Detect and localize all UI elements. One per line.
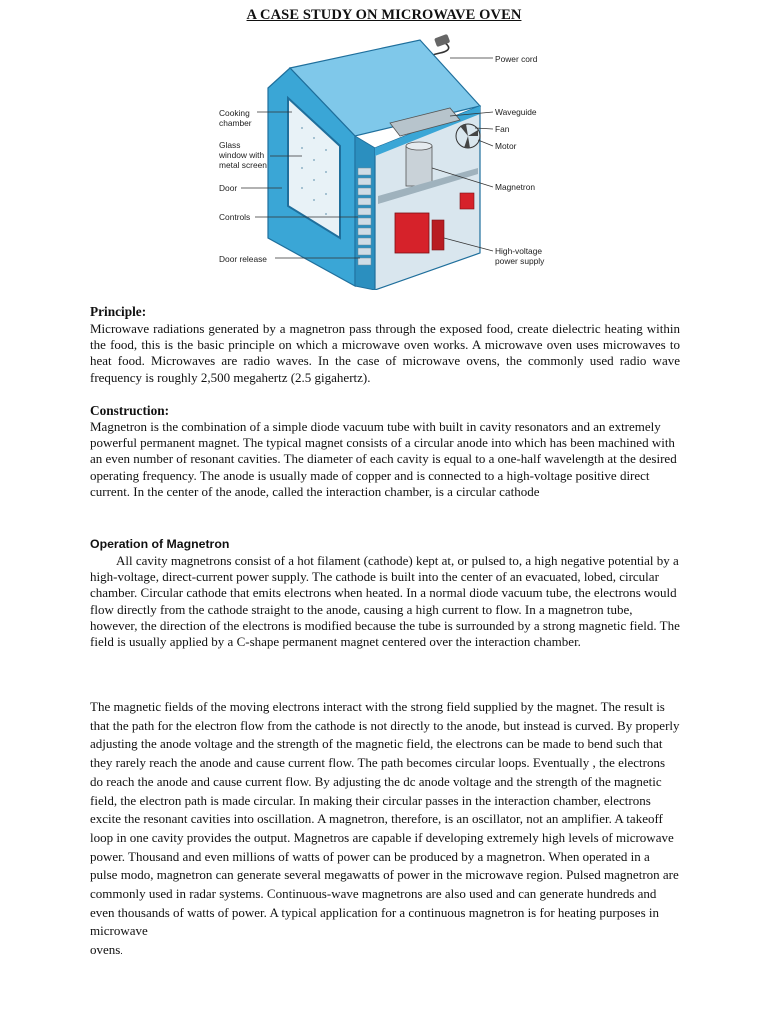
principle-paragraph: Microwave radiations generated by a magnetron pass through the exposed food, create dielectric heating within the food, this is the basic principle on which a microwave oven works. A microwave oven uses microwaves to heat food. Microwaves are radio waves. In the case of microwave ovens, the commonly used radio wave frequency is roughly 2,500 megahertz (2.5 gigahertz).: [90, 321, 680, 385]
operation-heading-text: Operation of Magnetron: [90, 537, 230, 551]
label-door: Door: [219, 183, 238, 193]
fields-tail-dot: .: [120, 946, 123, 957]
operation-heading: [90, 536, 680, 552]
principle-heading: [90, 304, 680, 320]
label-magnetron: Magnetron: [495, 182, 536, 192]
construction-heading: [90, 403, 680, 419]
fields-text: The magnetic fields of the moving electrons interact with the strong field supplied by the magnet. The result is that the path for the electron flow from the cathode is not directly to the anode, but instead is curved. By properly adjusting the anode voltage and the strength of the magnetic field, the electrons can be made to bend such that they rarely reach the anode and cause current flow. The path becomes circular loops. Eventually , the electrons do reach the anode and cause current flow. By adjusting the dc anode voltage and the strength of the magnetic field, the electron path is made circular. In making their circular passes in the interaction chamber, electrons excite the resonant cavities into oscillation. A magnetron, therefore, is an oscillator, not an amplifier. A takeoff loop in one cavity provides the output. Magnetros are capable if developing extremely high levels of microwave power. Thousand and even millions of watts of power can be produced by a magnetron. When operated in a pulse modo, magnetron can generate several megawatts of power in the microwave region. Pulsed magnetron are commonly used in radar systems. Continuous-wave magnetrons are also used and can generate hundreds and even thousands of watts of power. A typical application for a continuous magnetron is for heating purposes in microwave: [90, 699, 680, 939]
microwave-diagram: [210, 28, 570, 290]
fields-tail: ovens: [90, 942, 121, 958]
label-motor: Motor: [495, 141, 517, 151]
label-controls: Controls: [219, 212, 251, 222]
construction-paragraph: Magnetron is the combination of a simple diode vacuum tube with built in cavity resonators and an extremely powerful permanent magnet. The typical magnet consists of a circular anode into which has been machined with an even number of resonant cavities. The diameter of each cavity is equal to a one-half wavelength at the desired operating frequency. The anode is usually made of copper and is connected to a high-voltage positive direct current. In the center of the anode, called the interaction chamber, is a circular cathode: [90, 419, 677, 499]
label-cooking-chamber: Cooking: [219, 108, 250, 118]
label-fan: Fan: [495, 124, 510, 134]
document-title: A CASE STUDY ON MICROWAVE OVEN: [246, 7, 522, 23]
label-glass-window-2: window with: [219, 150, 265, 160]
high-voltage-supply: [395, 213, 429, 253]
label-waveguide: Waveguide: [495, 107, 537, 117]
label-glass-window-3: metal screen: [219, 160, 267, 170]
label-power-cord: Power cord: [495, 54, 538, 64]
capacitor: [460, 193, 474, 209]
construction-heading-text: Construction:: [90, 403, 170, 418]
label-glass-window: Glass: [219, 140, 241, 150]
label-cooking-chamber-2: chamber: [219, 118, 252, 128]
magnetron: [406, 146, 432, 186]
label-door-release: Door release: [219, 254, 267, 264]
operation-paragraph: All cavity magnetrons consist of a hot filament (cathode) kept at, or pulsed to, a high negative potential by a high-voltage, direct-current power supply. The cathode is built into the center of an evacuated, lobed, circular chamber. Circular cathode that emits electrons when heated. In a normal diode vacuum tube, the electrons would flow directly from the cathode straight to the anode, causing a high current to flow. In a magnetron tube, however, the direction of the electrons is modified because the tube is surrounded by a strong magnetic field. The field is usually applied by a C-shape permanent magnet centered over the interaction chamber.: [90, 553, 680, 650]
microwave-illustration: [210, 28, 570, 290]
fields-paragraph: [90, 698, 680, 961]
principle-heading-text: Principle:: [90, 304, 147, 319]
label-high-voltage: High-voltage: [495, 246, 543, 256]
label-power-supply: power supply: [495, 256, 545, 266]
